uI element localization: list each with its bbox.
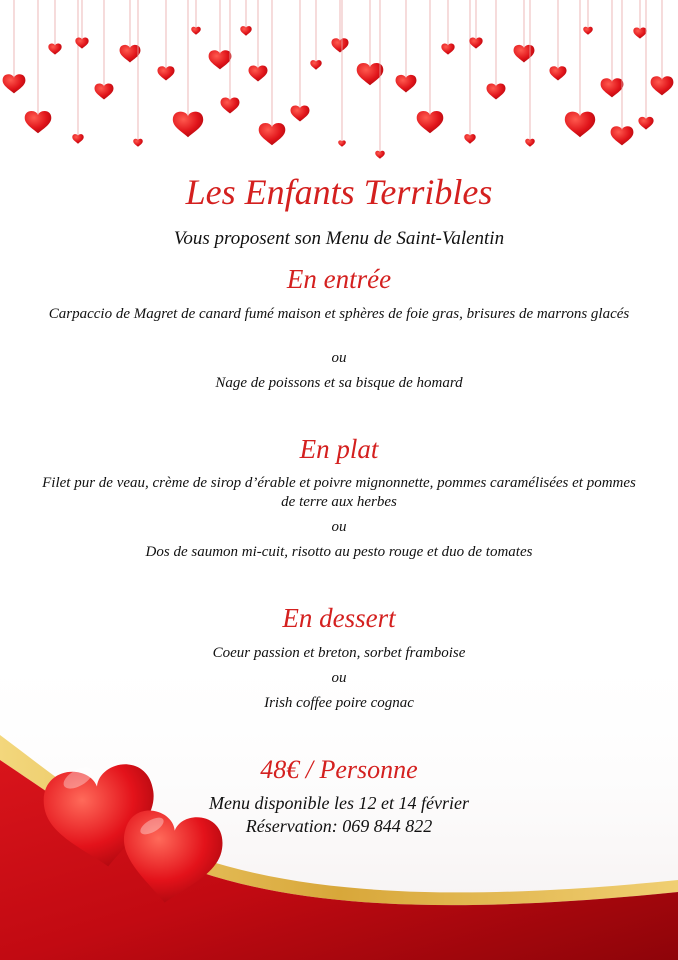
availability-dates: Menu disponible les 12 et 14 février bbox=[209, 793, 469, 813]
price-per-person: 48€ / Personne bbox=[260, 755, 418, 784]
section-title-entree: En entrée bbox=[286, 264, 392, 294]
section-title-dessert: En dessert bbox=[282, 603, 396, 633]
plat-option-1: Filet pur de veau, crème de sirop d’érable et poivre mignonnette, pommes caramélisées et pommes de terre aux herbes bbox=[42, 475, 636, 510]
entree-option-1: Carpaccio de Magret de canard fumé maison et sphères de foie gras, brisures de marrons glacés bbox=[48, 306, 630, 322]
dessert-separator: ou bbox=[331, 670, 347, 686]
plat-option-2: Dos de saumon mi-cuit, risotto au pesto rouge et duo de tomates bbox=[145, 544, 533, 560]
entree-separator: ou bbox=[331, 350, 347, 366]
dessert-option-1: Coeur passion et breton, sorbet framboise bbox=[212, 645, 466, 661]
section-title-plat: En plat bbox=[299, 434, 379, 464]
dessert-option-2: Irish coffee poire cognac bbox=[264, 695, 414, 711]
menu-tagline: Vous proposent son Menu de Saint-Valentin bbox=[173, 228, 505, 249]
entree-option-2: Nage de poissons et sa bisque de homard bbox=[215, 375, 463, 391]
reservation-phone: Réservation: 069 844 822 bbox=[245, 816, 433, 836]
plat-separator: ou bbox=[331, 519, 347, 535]
restaurant-name: Les Enfants Terribles bbox=[185, 172, 493, 212]
